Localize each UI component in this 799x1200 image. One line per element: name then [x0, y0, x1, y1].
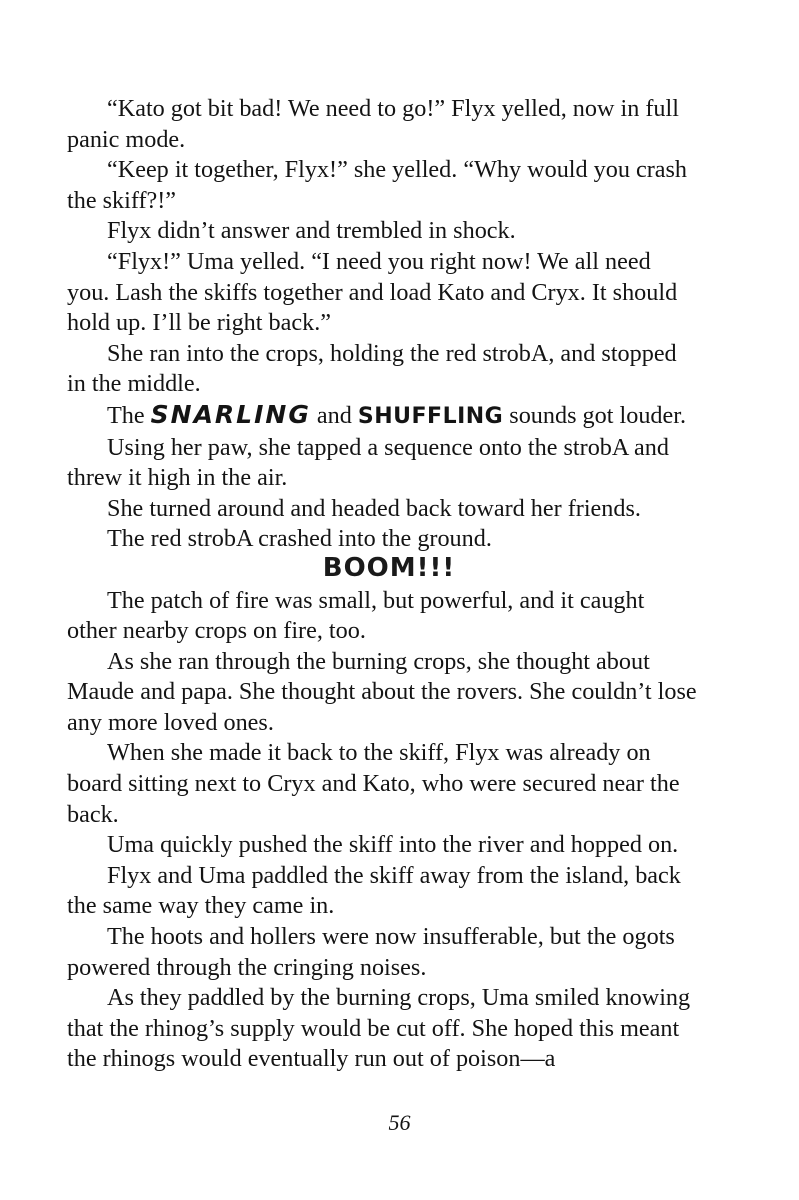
text-fragment: sounds got louder. — [503, 401, 687, 429]
paragraph: “Keep it together, Flyx!” she yelled. “Why would you crash the skiff?!” — [67, 156, 688, 214]
shuffling-sound-effect: SHUFFLING — [357, 403, 504, 429]
paragraph: The hoots and hollers were now insufferable, but the ogots powered through the cringing noises. — [67, 923, 675, 981]
body-text — [67, 94, 699, 1075]
paragraph: As she ran through the burning crops, she thought about Maude and papa. She thought about the rovers. She couldn’t lose any more loved ones. — [67, 647, 697, 736]
paragraph: Uma quickly pushed the skiff into the river and hopped on. — [107, 831, 679, 859]
boom-sound-effect-line — [67, 552, 699, 586]
paragraph: “Kato got bit bad! We need to go!” Flyx yelled, now in full panic mode. — [67, 95, 679, 153]
paragraph: The red strobA crashed into the ground. — [107, 525, 492, 553]
paragraph: The patch of fire was small, but powerful, and it caught other nearby crops on fire, too. — [67, 586, 645, 645]
text-fragment: and — [310, 401, 358, 429]
paragraph: As they paddled by the burning crops, Uma smiled knowing that the rhinog’s supply would be cut off. She hoped this meant the rhinogs would eventually run out of poison—a — [67, 984, 691, 1073]
snarling-sound-effect: SNARLING — [150, 399, 311, 429]
paragraph: Flyx didn’t answer and trembled in shock. — [107, 217, 516, 245]
text-fragment: The — [107, 401, 151, 429]
sound-effects-paragraph — [67, 400, 699, 433]
paragraph: Flyx and Uma paddled the skiff away from the island, back the same way they came in. — [67, 861, 681, 920]
paragraph: “Flyx!” Uma yelled. “I need you right now! We all need you. Lash the skiffs together and load Kato and Cryx. It should hold up. I’ll be right back.” — [67, 247, 678, 337]
paragraph: She ran into the crops, holding the red strobA, and stopped in the middle. — [67, 339, 677, 398]
paragraph: When she made it back to the skiff, Flyx was already on board sitting next to Cryx and Kato, who were secured near the back. — [67, 739, 680, 828]
paragraph: She turned around and headed back toward her friends. — [107, 494, 641, 522]
boom-sound-effect: BOOM!!! — [322, 552, 456, 583]
paragraph: Using her paw, she tapped a sequence onto the strobA and threw it high in the air. — [67, 433, 669, 492]
page-number: 56 — [388, 1110, 411, 1135]
